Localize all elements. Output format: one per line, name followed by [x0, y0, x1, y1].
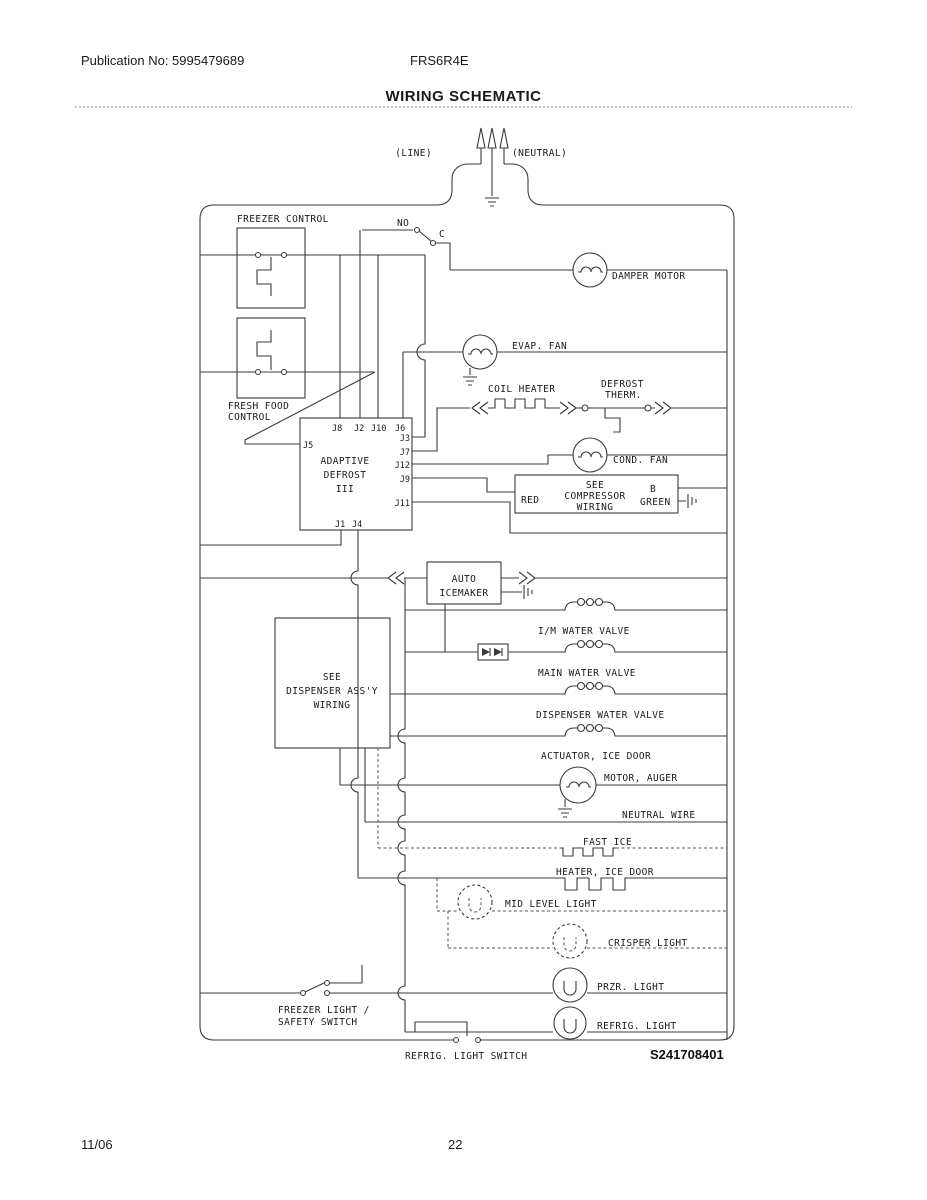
evap-fan-label: EVAP. FAN	[512, 341, 568, 352]
compressor-label-2: COMPRESSOR	[564, 491, 626, 502]
adc-label-2: DEFROST	[323, 470, 367, 481]
footer-page-number: 22	[448, 1137, 463, 1152]
cond-fan	[412, 438, 727, 472]
adc-pin-j1: J1	[335, 520, 346, 530]
ground-icon	[688, 494, 696, 508]
connector-icon	[519, 572, 535, 584]
ground-icon	[463, 368, 477, 385]
crisper-light-label: CRISPER LIGHT	[608, 938, 688, 949]
adaptive-defrost-control	[300, 230, 412, 530]
connector-icon	[655, 402, 671, 414]
refrig-light-switch-label: REFRIG. LIGHT SWITCH	[405, 1051, 528, 1062]
neutral-label: (NEUTRAL)	[512, 148, 568, 159]
refrig-light-label: REFRIG. LIGHT	[597, 1021, 677, 1032]
heater-ice-door	[358, 867, 727, 890]
defrost-therm-label-1: DEFROST	[601, 379, 644, 390]
adc-pin-j2: J2	[354, 424, 365, 434]
publication-number: Publication No: 5995479689	[81, 53, 245, 68]
schematic-border	[200, 205, 734, 1040]
compressor-green-label: GREEN	[640, 497, 671, 508]
ground-icon	[501, 585, 532, 599]
icemaker-label-1: AUTO	[451, 574, 477, 585]
fresh-food-control	[200, 318, 375, 444]
auto-icemaker	[200, 562, 727, 604]
main-water-valve-label: MAIN WATER VALVE	[538, 668, 636, 679]
coil-heater-label: COIL HEATER	[488, 384, 556, 395]
damper-motor-label: DAMPER MOTOR	[612, 271, 686, 282]
adc-pin-j11: J11	[394, 499, 410, 509]
compressor-box	[412, 475, 727, 533]
przr-light-label: PRZR. LIGHT	[597, 982, 665, 993]
connector-icon	[560, 402, 576, 414]
adc-pin-j12: J12	[394, 461, 410, 471]
refrig-light	[405, 1007, 727, 1039]
adc-label-3: III	[335, 484, 355, 495]
switch-no-label: NO	[397, 218, 410, 229]
damper-motor	[450, 253, 727, 287]
actuator-ice-door	[390, 725, 727, 763]
adc-pin-j3: J3	[399, 434, 410, 444]
page-title: WIRING SCHEMATIC	[385, 88, 542, 105]
wire-j1-return	[200, 530, 341, 545]
footer-date: 11/06	[81, 1137, 113, 1152]
part-number: S241708401	[650, 1047, 724, 1062]
compressor-label-1: SEE	[585, 480, 605, 491]
switch-c-label: C	[439, 229, 446, 240]
defrost-therm-label-2: THERM.	[605, 390, 642, 401]
fresh-food-label-1: FRESH FOOD	[228, 401, 290, 412]
freezer-control	[200, 214, 420, 308]
freezer-light-switch-label-2: SAFETY SWITCH	[278, 1017, 358, 1028]
im-water-valve-label: I/M WATER VALVE	[538, 626, 630, 637]
connector-icon	[388, 572, 404, 584]
dispenser-water-valve-label: DISPENSER WATER VALVE	[536, 710, 665, 721]
dispenser-box-label-3: WIRING	[313, 700, 351, 711]
model-number: FRS6R4E	[410, 53, 469, 68]
cond-fan-label: COND. FAN	[613, 455, 669, 466]
adc-pin-j10: J10	[371, 424, 387, 434]
wire-j4-bus	[351, 530, 358, 878]
actuator-ice-door-label: ACTUATOR, ICE DOOR	[541, 751, 652, 762]
przr-light	[553, 968, 727, 1002]
adc-pin-j6: J6	[395, 424, 406, 434]
defrost-relay-switch	[362, 218, 450, 270]
ground-icon	[485, 198, 499, 206]
dispenser-assembly-box	[275, 618, 390, 848]
freezer-light-switch-label-1: FREEZER LIGHT /	[278, 1005, 370, 1016]
fresh-food-label-2: CONTROL	[228, 412, 271, 423]
fast-ice-heater	[378, 837, 727, 856]
ground-icon	[558, 799, 572, 817]
power-cord	[395, 128, 567, 206]
motor-auger-label: MOTOR, AUGER	[604, 773, 678, 784]
icemaker-label-2: ICEMAKER	[439, 588, 489, 599]
wire-line-bus	[398, 578, 405, 1032]
fast-ice-label: FAST ICE	[583, 837, 632, 848]
mid-level-light-label: MID LEVEL LIGHT	[505, 899, 597, 910]
adc-pin-j7: J7	[399, 448, 410, 458]
freezer-control-label: FREEZER CONTROL	[237, 214, 329, 225]
evap-fan	[403, 335, 727, 385]
dispenser-box-label-1: SEE	[322, 672, 342, 683]
neutral-wire	[365, 810, 727, 822]
neutral-wire-label: NEUTRAL WIRE	[622, 810, 696, 821]
crisper-light	[448, 924, 727, 958]
dispenser-box-label-2: DISPENSER ASS'Y	[286, 686, 378, 697]
line-label: (LINE)	[395, 148, 432, 159]
defrost-heater-circuit	[412, 379, 727, 451]
adc-pin-j4: J4	[352, 520, 363, 530]
adc-label-1: ADAPTIVE	[320, 456, 370, 467]
adc-pin-j5: J5	[303, 441, 314, 451]
compressor-red-label: RED	[521, 495, 540, 506]
compressor-label-3: WIRING	[576, 502, 614, 513]
wire-freezer-to-j3	[412, 255, 425, 437]
refrig-light-switch	[405, 1022, 527, 1062]
adc-pin-j8: J8	[332, 424, 343, 434]
dispenser-water-valve	[390, 683, 727, 722]
compressor-b-label: B	[650, 484, 657, 495]
freezer-light-safety-switch	[200, 965, 553, 1028]
heater-ice-door-label: HEATER, ICE DOOR	[556, 867, 654, 878]
main-water-valve	[405, 604, 727, 679]
adc-pin-j9: J9	[399, 475, 410, 485]
connector-icon	[472, 402, 488, 414]
